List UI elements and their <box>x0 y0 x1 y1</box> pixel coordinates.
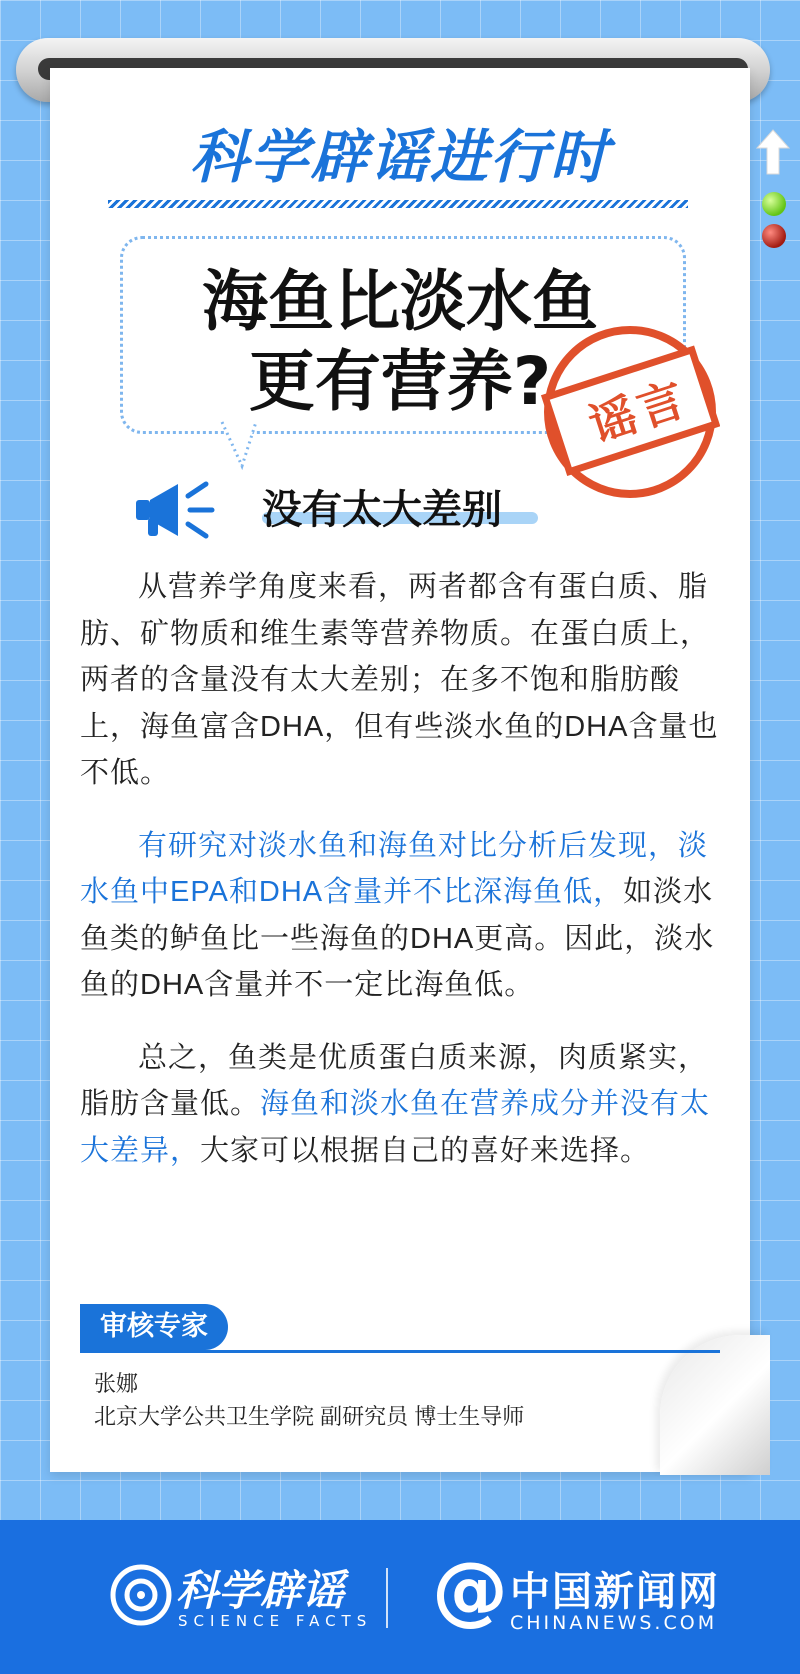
bubble-tail <box>220 420 260 470</box>
chinanews-url: CHINANEWS.COM <box>510 1612 718 1634</box>
answer-title: 没有太大差别 <box>262 487 502 533</box>
stamp-label: 谣言 <box>583 370 695 453</box>
paragraph-3-highlight: 海鱼和淡水鱼在营养成分并没有太大差异， <box>80 1088 711 1167</box>
footer-divider <box>386 1568 388 1628</box>
chinanews-logo: 中国新闻网 <box>510 1569 720 1615</box>
paragraph-1-text: 从营养学角度来看，两者都含有蛋白质、脂肪、矿物质和维生素等营养物质。在蛋白质上，两者的含量没有太大差别；在多不饱和脂肪酸上，海鱼富含DHA，但有些淡水鱼的DHA含量也不低。 <box>80 571 719 789</box>
paragraph-1 <box>80 564 720 797</box>
article-body <box>80 564 720 1200</box>
megaphone-icon <box>132 478 218 540</box>
paragraph-3-lead: 总之，鱼类是优质蛋白质来源，肉质紧实，脂肪含量低。 <box>80 1041 709 1120</box>
expert-name: 张娜 <box>94 1371 139 1396</box>
paragraph-2-text: 如淡水鱼类的鲈鱼比一些海鱼的DHA更高。因此，淡水鱼的DHA含量并不一定比海鱼低。 <box>80 876 715 1001</box>
paragraph-3-text: 大家可以根据自己的喜好来选择。 <box>200 1134 651 1167</box>
title-stripe <box>108 200 688 208</box>
paragraph-3 <box>80 1035 720 1175</box>
claim-line-1: 海鱼比淡水鱼 <box>202 263 598 340</box>
footer-bar <box>0 1520 800 1674</box>
arrow-up-icon <box>756 128 790 176</box>
expert-title: 北京大学公共卫生学院 副研究员 博士生导师 <box>94 1404 525 1429</box>
chinanews-at-logo: @ <box>432 1545 508 1634</box>
review-label: 审核专家 <box>80 1304 228 1350</box>
review-divider <box>80 1350 720 1353</box>
logo-circle-icon <box>108 1562 174 1628</box>
green-led-icon <box>762 192 786 216</box>
red-led-icon <box>762 224 786 248</box>
brand-title: 科学辟谣进行时 <box>189 123 610 191</box>
claim-line-2: 更有营养? <box>248 343 552 420</box>
science-facts-logo: 科学辟谣 <box>176 1566 345 1615</box>
paragraph-2 <box>80 823 720 1009</box>
science-facts-subtitle: SCIENCE FACTS <box>178 1612 373 1630</box>
paragraph-2-highlight: 有研究对淡水鱼和海鱼对比分析后发现，淡水鱼中EPA和DHA含量并不比深海鱼低， <box>80 829 709 908</box>
